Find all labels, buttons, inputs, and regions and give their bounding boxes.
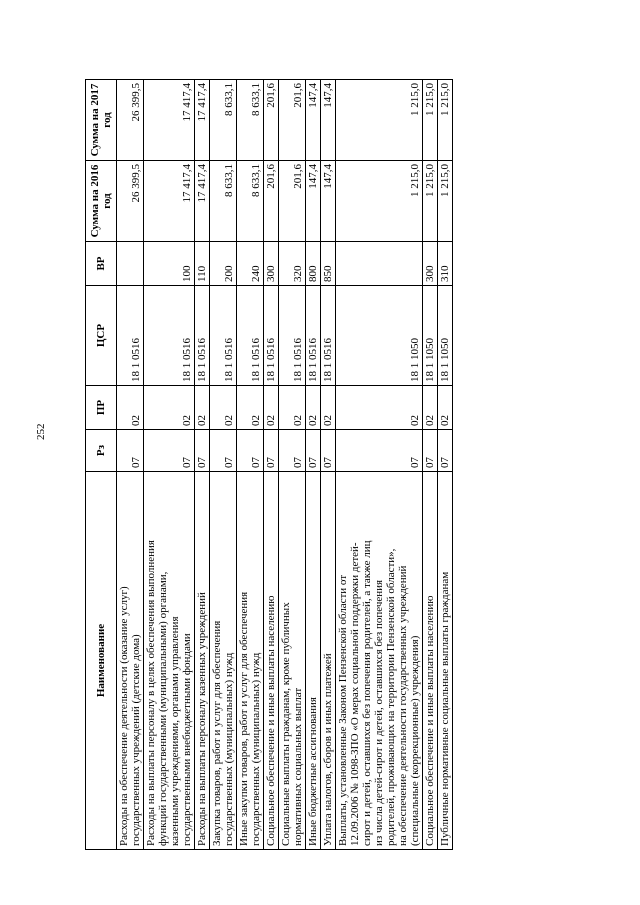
cell-name-line: Иные закупки товаров, работ и услуг для обеспечения [238,591,250,846]
table-row [144,80,195,850]
cell-name [321,472,336,850]
cell-rz: 07 [306,430,321,472]
cell-vr: 800 [306,242,321,286]
table-row [237,80,264,850]
cell-name-line: Расходы на обеспечение деятельности (оказание услуг) [118,586,130,846]
cell-name-line: государственных (муниципальных) нужд [223,652,235,846]
cell-sum2017: 17 417,4 [195,80,210,161]
cell-rz: 07 [237,430,264,472]
cell-name-line: Социальное обеспечение и иные выплаты населению [265,595,277,846]
table-row [423,80,438,850]
cell-name [336,472,423,850]
cell-name [264,472,279,850]
cell-rz: 07 [321,430,336,472]
header-vr: ВР [86,242,117,286]
header-sum-2017: Сумма на 2017 год [86,80,117,161]
cell-vr: 320 [279,242,306,286]
cell-csr: 18 1 0516 [237,286,264,386]
cell-vr: 300 [423,242,438,286]
budget-table [85,79,453,850]
cell-name-line: сирот и детей, оставшихся без попечения родителей, а также лиц [361,540,373,846]
cell-csr: 18 1 1050 [438,286,453,386]
table-row [117,80,144,850]
cell-vr: 200 [210,242,237,286]
cell-vr [117,242,144,286]
cell-name [117,472,144,850]
cell-csr: 18 1 1050 [336,286,423,386]
cell-name-line: из числа детей-сирот и детей, оставшихся без попечения [373,579,385,846]
cell-rz: 07 [264,430,279,472]
cell-sum2016: 201,6 [279,161,306,242]
cell-rz: 07 [210,430,237,472]
cell-name-line: казенными учреждениями, органами управления [169,616,181,846]
cell-sum2017: 8 633,1 [237,80,264,161]
cell-vr: 850 [321,242,336,286]
cell-sum2017: 1 215,0 [336,80,423,161]
cell-name [237,472,264,850]
cell-vr: 300 [264,242,279,286]
cell-sum2017: 201,6 [264,80,279,161]
cell-sum2016: 1 215,0 [438,161,453,242]
cell-name [306,472,321,850]
cell-sum2017: 1 215,0 [438,80,453,161]
cell-rz: 07 [195,430,210,472]
cell-vr: 240 [237,242,264,286]
cell-name-line: Иные бюджетные ассигнования [307,697,319,846]
cell-csr: 18 1 0516 [195,286,210,386]
cell-sum2016: 8 633,1 [210,161,237,242]
cell-sum2016: 8 633,1 [237,161,264,242]
cell-csr: 18 1 0516 [321,286,336,386]
cell-sum2017: 17 417,4 [144,80,195,161]
cell-sum2017: 201,6 [279,80,306,161]
cell-pr: 02 [117,386,144,430]
cell-name-line: Выплаты, установленные Законом Пензенской области от [337,574,349,846]
cell-sum2016: 147,4 [321,161,336,242]
cell-name-line: нормативных социальных выплат [292,687,304,846]
cell-name-line: Расходы на выплаты персоналу в целях обеспечения выполнения [145,540,157,846]
table-row [264,80,279,850]
cell-pr: 02 [306,386,321,430]
rotated-table-container [85,80,525,850]
cell-name-line: (специальные (коррекционные) учреждения) [409,635,421,846]
cell-name-line: Социальные выплаты гражданам, кроме публичных [280,602,292,846]
cell-sum2017: 8 633,1 [210,80,237,161]
cell-sum2016: 26 399,5 [117,161,144,242]
cell-sum2016: 201,6 [264,161,279,242]
cell-sum2016: 17 417,4 [144,161,195,242]
cell-sum2017: 147,4 [321,80,336,161]
cell-csr: 18 1 0516 [279,286,306,386]
header-sum-2016: Сумма на 2016 год [86,161,117,242]
table-body [117,80,453,850]
cell-name [438,472,453,850]
header-csr: ЦСР [86,286,117,386]
cell-name-line: Уплата налогов, сборов и иных платежей [322,653,334,846]
header-rz: Рз [86,430,117,472]
cell-name [279,472,306,850]
header-name: Наименование [86,472,117,850]
table-row [321,80,336,850]
cell-name-line: Социальное обеспечение и иные выплаты населению [424,595,436,846]
cell-pr: 02 [210,386,237,430]
table-header-row [86,80,117,850]
cell-name-line: на обеспечение деятельности государственных учреждений [397,565,409,846]
cell-pr: 02 [195,386,210,430]
cell-csr: 18 1 1050 [423,286,438,386]
cell-name-line: родителей, проживающих на территории Пензенской области», [385,548,397,846]
cell-sum2016: 17 417,4 [195,161,210,242]
cell-rz: 07 [336,430,423,472]
cell-name-line: Закупка товаров, работ и услуг для обеспечения [211,620,223,846]
cell-name-line: функций государственными (муниципальными) органами, [157,571,169,846]
cell-name [423,472,438,850]
cell-sum2016: 1 215,0 [423,161,438,242]
table-row [438,80,453,850]
cell-rz: 07 [117,430,144,472]
cell-pr: 02 [321,386,336,430]
table-row [279,80,306,850]
cell-sum2017: 147,4 [306,80,321,161]
cell-rz: 07 [279,430,306,472]
cell-pr: 02 [144,386,195,430]
table-row [195,80,210,850]
cell-pr: 02 [264,386,279,430]
cell-vr [336,242,423,286]
cell-name-line: 12.09.2006 № 1098-ЗПО «О мерах социальной поддержки детей- [349,542,361,846]
cell-name-line: государственных (муниципальных) нужд [250,652,262,846]
cell-sum2016: 147,4 [306,161,321,242]
cell-rz: 07 [438,430,453,472]
cell-pr: 02 [336,386,423,430]
cell-pr: 02 [237,386,264,430]
cell-name-line: государственными внебюджетными фондами [181,633,193,846]
cell-vr: 310 [438,242,453,286]
table-row [210,80,237,850]
cell-pr: 02 [423,386,438,430]
cell-sum2017: 1 215,0 [423,80,438,161]
cell-csr: 18 1 0516 [306,286,321,386]
cell-pr: 02 [438,386,453,430]
page-number: 252 [35,423,47,440]
cell-csr: 18 1 0516 [210,286,237,386]
cell-csr: 18 1 0516 [144,286,195,386]
header-pr: ПР [86,386,117,430]
cell-vr: 100 [144,242,195,286]
cell-name [195,472,210,850]
table-row [336,80,423,850]
table-row [306,80,321,850]
cell-name-line: Публичные нормативные социальные выплаты гражданам [439,571,451,846]
cell-rz: 07 [423,430,438,472]
cell-csr: 18 1 0516 [117,286,144,386]
cell-sum2016: 1 215,0 [336,161,423,242]
cell-sum2017: 26 399,5 [117,80,144,161]
cell-rz: 07 [144,430,195,472]
cell-csr: 18 1 0516 [264,286,279,386]
cell-pr: 02 [279,386,306,430]
cell-vr: 110 [195,242,210,286]
cell-name-line: Расходы на выплаты персоналу казенных учреждений [196,592,208,846]
cell-name [144,472,195,850]
cell-name [210,472,237,850]
cell-name-line: государственных учреждений (детские дома) [130,634,142,846]
